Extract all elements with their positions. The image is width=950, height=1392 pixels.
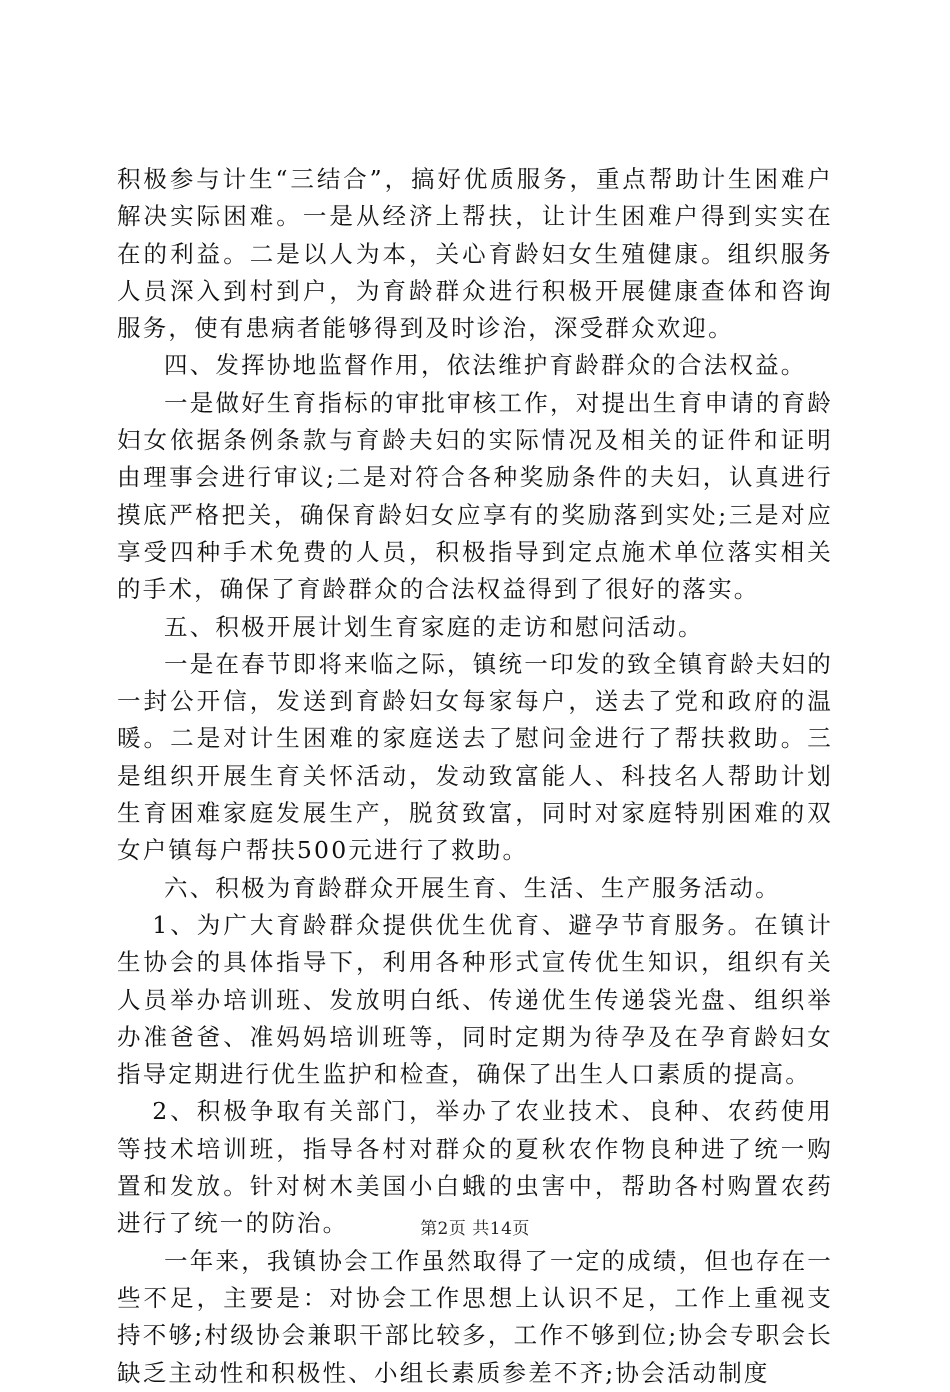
paragraph-1: 积极参与计生“三结合”，搞好优质服务，重点帮助计生困难户解决实际困难。一是从经济上帮扶，让计生困难户得到实实在在的利益。二是以人为本，关心育龄妇女生殖健康。组织服务人员深入到村到户，为育龄群众进行积极开展健康查体和咨询服务，使有患病者能够得到及时诊治，深受群众欢迎。 xyxy=(117,165,833,343)
paragraph-3: 一是在春节即将来临之际，镇统一印发的致全镇育龄夫妇的一封公开信，发送到育龄妇女每家每户，送去了党和政府的温暖。二是对计生困难的家庭送去了慰问金进行了帮扶救助。三是组织开展生育关怀活动，发动致富能人、科技名人帮助计划生育困难家庭发展生产，脱贫致富，同时对家庭特别困难的双女户镇每户帮扶500元进行了救助。 xyxy=(117,649,833,865)
paragraph-4: 1、为广大育龄群众提供优生优育、避孕节育服务。在镇计生协会的具体指导下，利用各种形式宣传优生知识，组织有关人员举办培训班、发放明白纸、传递优生传递袋光盘、组织举办准爸爸、准妈妈培训班等，同时定期为待孕及在孕育龄妇女指导定期进行优生监护和检查，确保了出生人口素质的提高。 xyxy=(117,910,833,1089)
document-body xyxy=(117,161,833,1392)
paragraph-5: 2、积极争取有关部门，举办了农业技术、良种、农药使用等技术培训班，指导各村对群众的夏秋农作物良种进了统一购置和发放。针对树木美国小白蛾的虫害中，帮助各村购置农药进行了统一的防治。 xyxy=(117,1097,833,1238)
paragraph-6: 一年来，我镇协会工作虽然取得了一定的成绩，但也存在一些不足，主要是：对协会工作思想上认识不足，工作上重视支持不够;村级协会兼职干部比较多，工作不够到位;协会专职会长缺乏主动性和积极性、小组长素质参差不齐;协会活动制度 xyxy=(117,1246,833,1387)
section-heading-5: 五、积极开展计划生育家庭的走访和慰问活动。 xyxy=(164,612,704,641)
section-heading-6: 六、积极为育龄群众开展生育、生活、生产服务活动。 xyxy=(164,873,781,902)
paragraph-2: 一是做好生育指标的审批审核工作，对提出生育申请的育龄妇女依据条例条款与育龄夫妇的实际情况及相关的证件和证明由理事会进行审议;二是对符合各种奖励条件的夫妇，认真进行摸底严格把关，确保育龄妇女应享有的奖励落到实处;三是对应享受四种手术免费的人员，积极指导到定点施术单位落实相关的手术，确保了育龄群众的合法权益得到了很好的落实。 xyxy=(117,388,833,604)
page-number-footer: 第2页 共14页 xyxy=(420,1219,530,1239)
section-heading-4: 四、发挥协地监督作用，依法维护育龄群众的合法权益。 xyxy=(164,351,807,380)
